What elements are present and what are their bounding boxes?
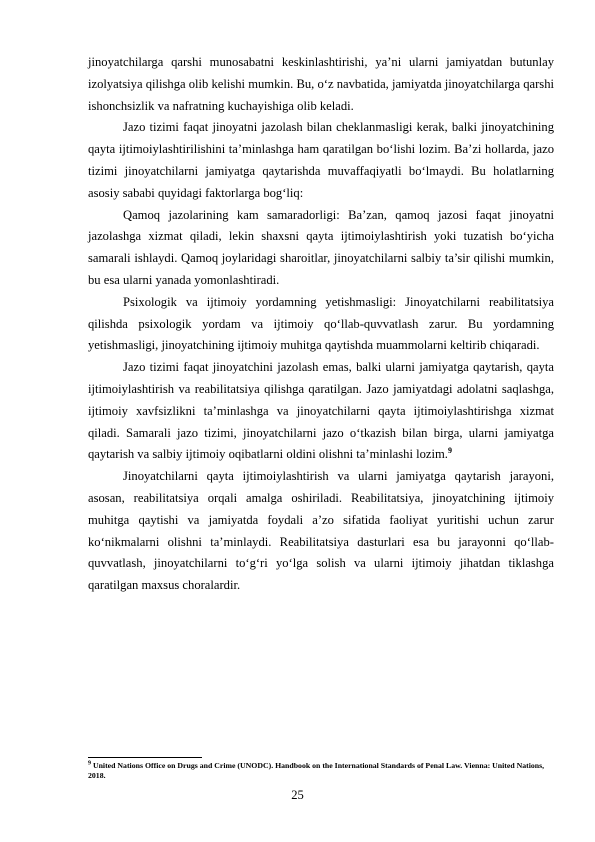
paragraph-text: Jazo tizimi faqat jinoyatni jazolash bilan cheklanmasligi kerak, balki jinoyatchining qayta ijtimoiylashtirilishini ta’minlashga ham qaratilgan bo‘lishi lozim. Ba’zi hollarda, jazo tizimi jinoyatchilarni jamiyatga qaytarishda muvaffaqiyatli bo‘lmaydi. Bu holatlarning asosiy sababi quyidagi faktorlarga bog‘liq: xyxy=(88,120,554,200)
paragraph-text: Qamoq jazolarining kam samaradorligi: Ba’zan, qamoq jazosi faqat jinoyatni jazolashga xizmat qiladi, lekin shaxsni qayta ijtimoiylashtirish yoki tuzatish bo‘yicha samarali ishlaydi. Qamoq joylaridagi sharoitlar, jinoyatchilarni salbiy ta’sir qilishi mumkin, bu esa ularni yanada yomonlashtiradi. xyxy=(88,207,554,287)
paragraph-prison-efficiency xyxy=(88,205,554,292)
paragraph-text: Jinoyatchilarni qayta ijtimoiylashtirish va ularni jamiyatga qaytarish jarayoni, asosan, reabilitatsiya orqali amalga oshiriladi. Reabilitatsiya, jinoyatchining ijtimoiy muhitga qaytishi va jamiyatda foydali a’zo sifatida faoliyat yuritishi uchun zarur ko‘nikmalarni olishni ta’minlaydi. Reabilitatsiya dasturlari esa bu jarayonni qo‘llab-quvvatlash, jinoyatchilarni to‘g‘ri yo‘lga solish va ularni ijtimoiy jihatdan tiklashga qaratilgan maxsus choralardir. xyxy=(88,469,554,593)
paragraph-text: Psixologik va ijtimoiy yordamning yetishmasligi: Jinoyatchilarni reabilitatsiya qilishda psixologik yordam va ijtimoiy qo‘llab-quvvatlash zarur. Bu yordamning yetishmasligi, jinoyatchining ijtimoiy muhitga qaytishda muammolarni keltirib chiqaradi. xyxy=(88,294,554,353)
paragraph-text: jinoyatchilarga qarshi munosabatni keskinlashtirishi, ya’ni ularni jamiyatdan butunlay izolyatsiya qilishga olib kelishi mumkin. Bu, o‘z navbatida, jamiyatda jinoyatchilarga qarshi ishonchsizlik va nafratning kuchayishiga olib keladi. xyxy=(88,55,554,113)
paragraph-resocialization xyxy=(88,357,554,466)
footnote xyxy=(88,761,554,781)
paragraph-psychological-support xyxy=(88,292,554,357)
footnote-divider xyxy=(88,757,202,758)
body-text xyxy=(88,52,554,597)
page-number: 25 xyxy=(291,788,304,802)
paragraph-continuation xyxy=(88,52,554,117)
paragraph-rehabilitation xyxy=(88,466,554,597)
footnote-reference[interactable]: 9 xyxy=(447,446,452,456)
paragraph-text: Jazo tizimi faqat jinoyatchini jazolash emas, balki ularni jamiyatga qaytarish, qayta ijtimoiylashtirish va reabilitatsiya qilishga qaratilgan. Jazo jamiyatdagi adolatni saqlashga, ijtimoiy xavfsizlikni ta’minlashga va jinoyatchilarni qayta ijtimoiylashtirishga xizmat qiladi. Samarali jazo tizimi, jinoyatchilarni jazo o‘tkazish bilan birga, ularni jamiyatga qaytarish va salbiy ijtimoiy oqibatlarni oldini olishni ta’minlashi lozim. xyxy=(88,360,554,462)
footnote-text: United Nations Office on Drugs and Crime (UNODC). Handbook on the International Standards of Penal Law. Vienna: United Nations, 2018. xyxy=(88,761,545,780)
paragraph-penal-system-goals xyxy=(88,117,554,204)
footnote-number: 9 xyxy=(88,760,91,767)
